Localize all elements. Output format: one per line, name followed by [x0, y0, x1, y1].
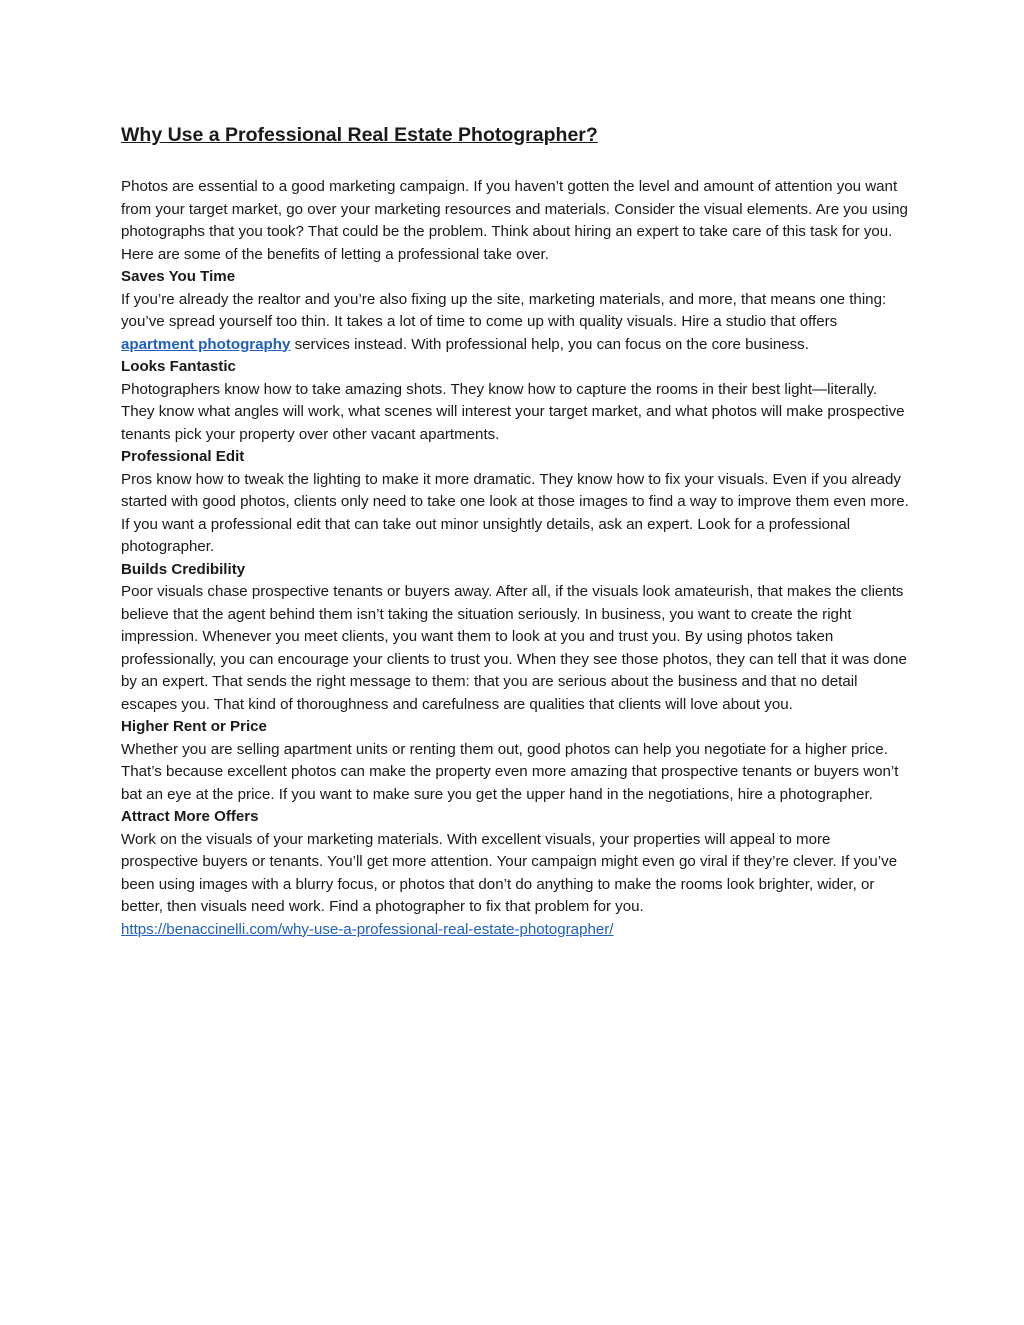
intro-paragraph: Photos are essential to a good marketing campaign. If you haven’t gotten the level and amount of attention you want from your target market, go over your marketing resources and materials. Consider the visual elements. Are you using photographs that you took? That could be the problem. Think about hiring an expert to take care of this task for you. Here are some of the benefits of letting a professional take over.: [121, 178, 908, 263]
section-body-builds-credibility: Poor visuals chase prospective tenants or buyers away. After all, if the visuals look amateurish, that makes the clients believe that the agent behind them isn’t taking the situation seriously. In business, you want to create the right impression. Whenever you meet clients, you want them to look at you and trust you. By using photos taken professionally, you can encourage your clients to trust you. When they see those photos, they can tell that it was done by an expert. That sends the right message to them: that you are serious about the business and that no detail escapes you. That kind of thoroughness and carefulness are qualities that clients will love about you.: [121, 583, 907, 713]
document-page: [121, 120, 911, 941]
apartment-photography-link[interactable]: apartment photography: [121, 335, 291, 353]
section-heading-professional-edit: Professional Edit: [121, 448, 245, 465]
section-body-professional-edit: Pros know how to tweak the lighting to make it more dramatic. They know how to fix your visuals. Even if you already started with good photos, clients only need to take one look at those images to find a way to improve them even more. If you want a professional edit that can take out minor unsightly details, ask an expert. Look for a professional photographer.: [121, 470, 909, 555]
source-url-link[interactable]: https://benaccinelli.com/why-use-a-professional-real-estate-photographer/: [121, 920, 614, 938]
page-title: Why Use a Professional Real Estate Photographer?: [121, 124, 598, 146]
section-body-higher-rent: Whether you are selling apartment units or renting them out, good photos can help you negotiate for a higher price. That’s because excellent photos can make the property even more amazing that prospective tenants or buyers won’t bat an eye at the price. If you want to make sure you get the upper hand in the negotiations, hire a photographer.: [121, 740, 899, 803]
section-heading-looks-fantastic: Looks Fantastic: [121, 358, 236, 375]
section-body-saves-time: [121, 289, 911, 357]
section-text-before-link: If you’re already the realtor and you’re also fixing up the site, marketing materials, and more, that means one thing: you’ve spread yourself too thin. It takes a lot of time to come up with quality visuals. Hire a studio that offers: [121, 290, 887, 330]
section-body-attract-offers: Work on the visuals of your marketing materials. With excellent visuals, your properties will appeal to more prospective buyers or tenants. You’ll get more attention. Your campaign might even go viral if they’re clever. If you’ve been using images with a blurry focus, or photos that don’t do anything to make the rooms look brighter, wider, or better, then visuals need work. Find a photographer to fix that problem for you.: [121, 830, 898, 915]
section-heading-attract-offers: Attract More Offers: [121, 808, 259, 825]
section-text-after-link: services instead. With professional help, you can focus on the core business.: [290, 335, 809, 353]
section-body-looks-fantastic: Photographers know how to take amazing shots. They know how to capture the rooms in their best light—literally. They know what angles will work, what scenes will interest your target market, and what photos will make prospective tenants pick your property over other vacant apartments.: [121, 380, 905, 443]
section-heading-higher-rent: Higher Rent or Price: [121, 718, 267, 735]
section-heading-saves-time: Saves You Time: [121, 268, 236, 285]
section-heading-builds-credibility: Builds Credibility: [121, 560, 246, 578]
